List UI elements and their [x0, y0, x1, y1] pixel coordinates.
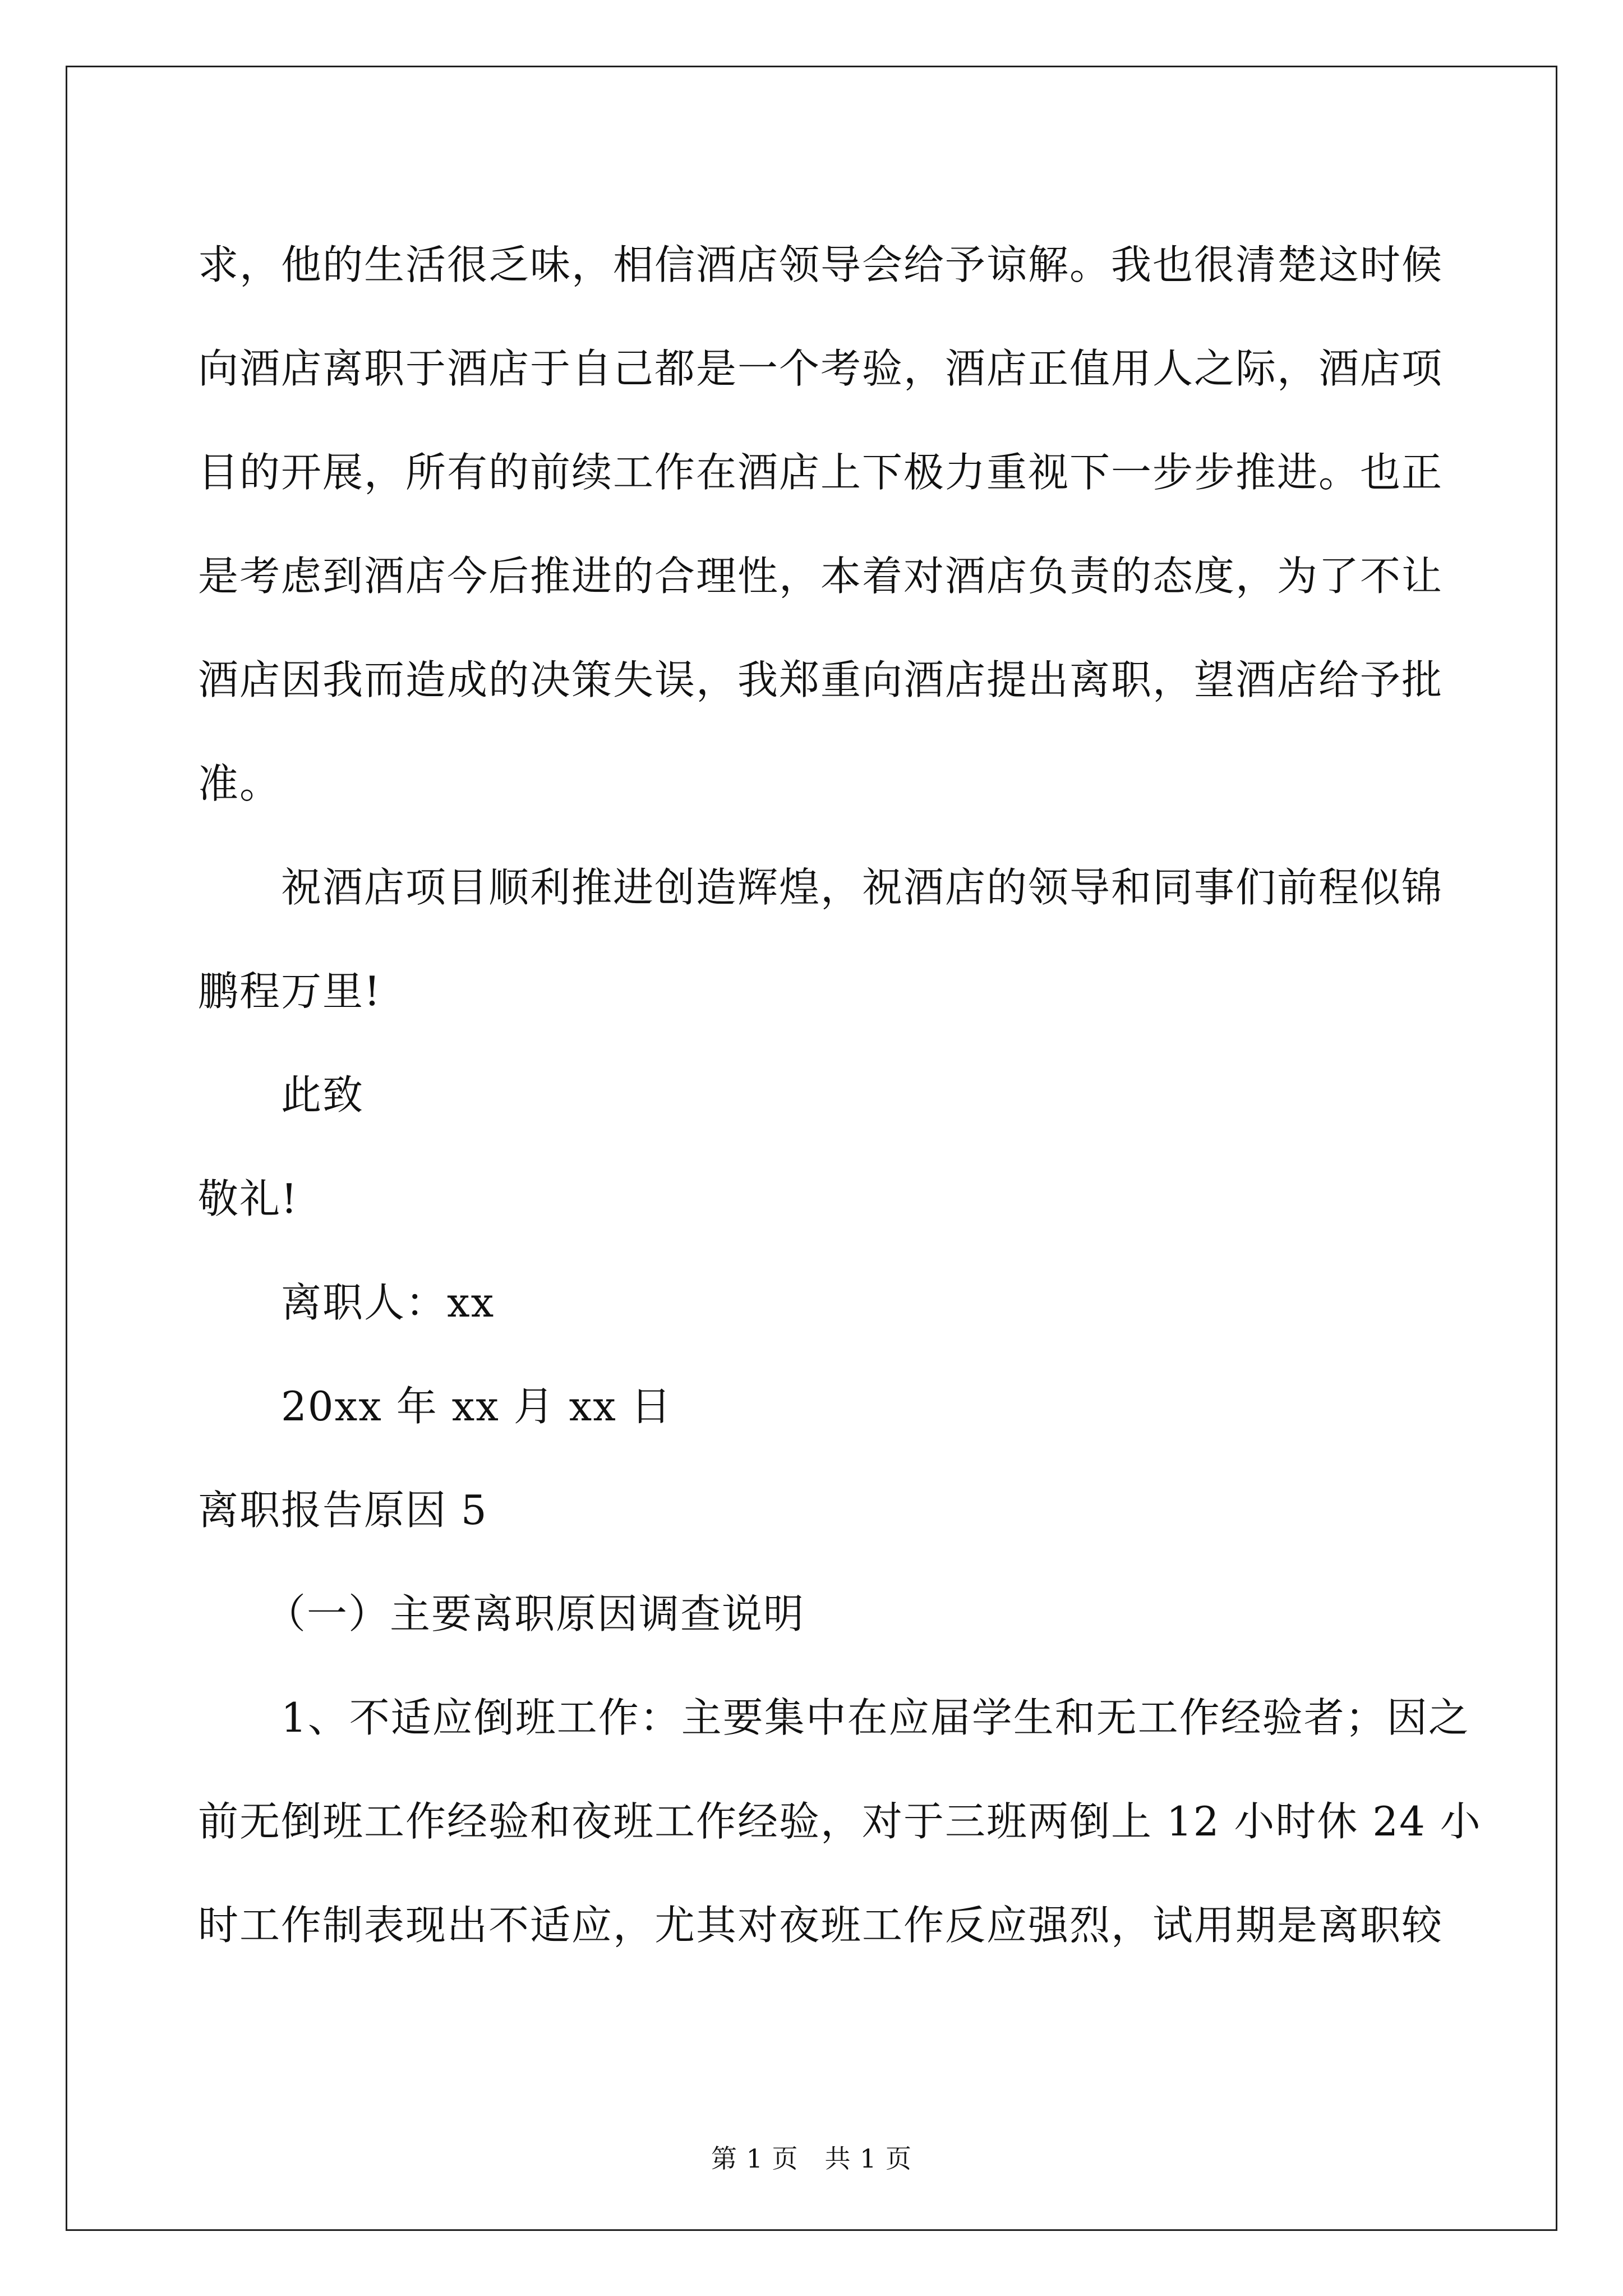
page-number-footer: 第 1 页 共 1 页	[711, 2143, 912, 2174]
body-line-3: 目的开展，所有的前续工作在酒店上下极力重视下一步步推进。也正	[198, 449, 1444, 496]
reason-line-2: 前无倒班工作经验和夜班工作经验，对于三班两倒上 12 小时休 24 小	[198, 1798, 1482, 1845]
blessing-line-2: 鹏程万里!	[198, 968, 381, 1015]
body-line-2: 向酒店离职于酒店于自己都是一个考验，酒店正值用人之际，酒店项	[198, 345, 1444, 392]
reason-line-1: 1、不适应倒班工作：主要集中在应届学生和无工作经验者；因之	[281, 1694, 1470, 1741]
section-title: 离职报告原因 5	[198, 1487, 488, 1534]
body-line-4: 是考虑到酒店今后推进的合理性，本着对酒店负责的态度，为了不让	[198, 553, 1444, 600]
body-line-5: 酒店因我而造成的决策失误，我郑重向酒店提出离职，望酒店给予批	[198, 656, 1444, 703]
subsection-title: （一）主要离职原因调查说明	[265, 1590, 805, 1637]
closing-cizhi: 此致	[281, 1071, 365, 1119]
signature-date: 20xx 年 xx 月 xx 日	[281, 1383, 672, 1430]
body-line-6: 准。	[198, 760, 282, 807]
document-body	[198, 213, 1482, 1977]
signature-name: 离职人：xx	[281, 1279, 495, 1326]
closing-jingli: 敬礼!	[198, 1175, 298, 1222]
blessing-line-1: 祝酒店项目顺利推进创造辉煌，祝酒店的领导和同事们前程似锦	[281, 864, 1444, 911]
body-line-1: 求，他的生活很乏味，相信酒店领导会给予谅解。我也很清楚这时候	[198, 241, 1444, 288]
reason-line-3: 时工作制表现出不适应，尤其对夜班工作反应强烈，试用期是离职较	[198, 1902, 1444, 1949]
